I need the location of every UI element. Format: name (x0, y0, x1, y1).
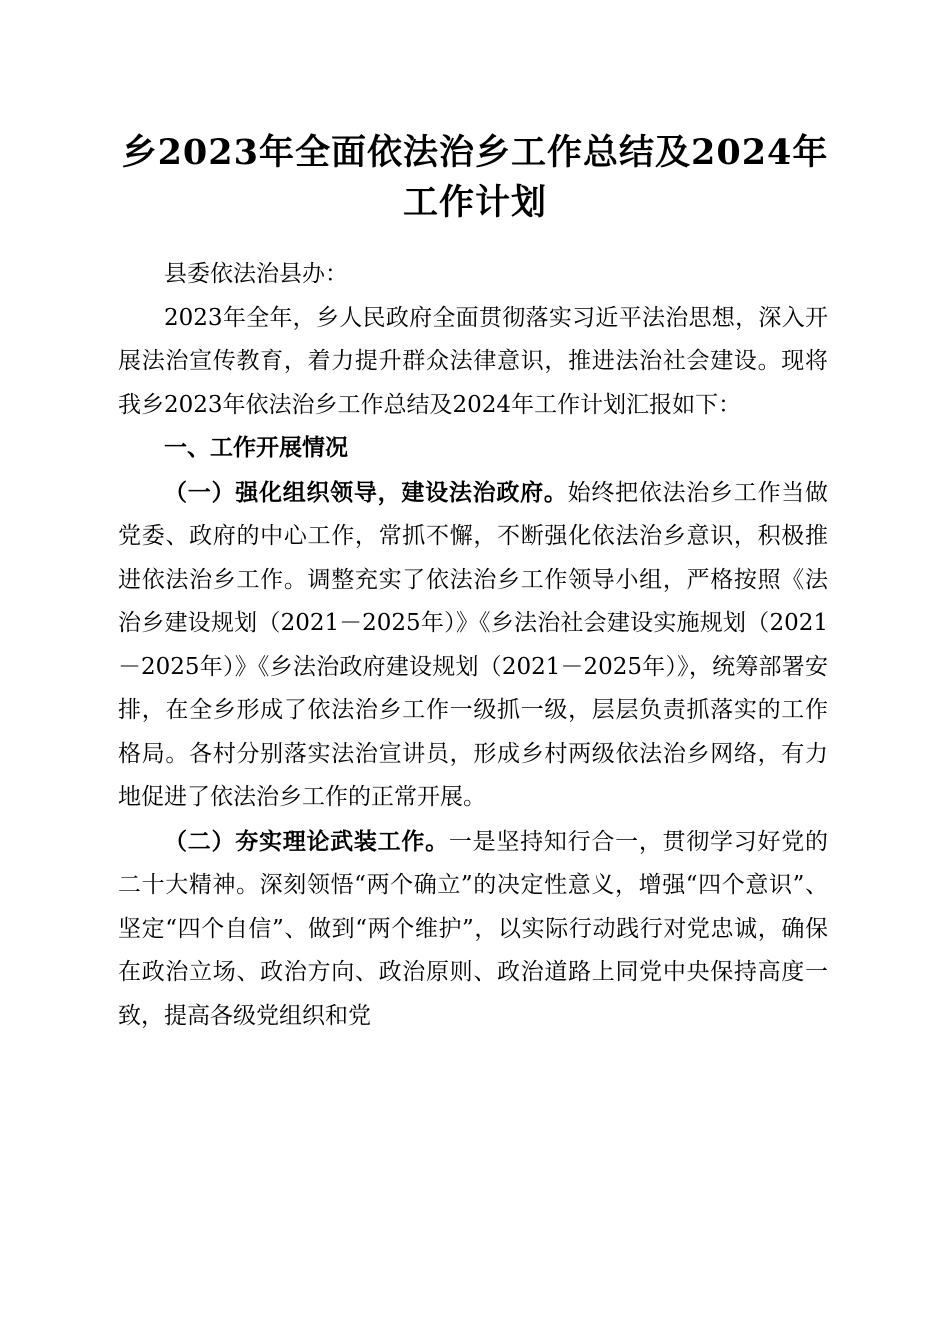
intro-paragraph: 2023年全年，乡人民政府全面贯彻落实习近平法治思想，深入开展法治宣传教育，着力提升群众法律意识，推进法治社会建设。现将我乡2023年依法治乡工作总结及2024年工作计划汇报如下： (118, 304, 828, 418)
salutation: 县委依法治县办： (164, 261, 348, 287)
paragraph-2-body: 一是坚持知行合一，贯彻学习好党的二十大精神。深刻领悟“两个确立”的决定性意义，增强“四个意识”、坚定“四个自信”、做到“两个维护”，以实际行动践行对党忠诚，确保在政治立场、政治方向、政治原则、政治道路上同党中央保持高度一致，提高各级党组织和党 (118, 828, 829, 1029)
document-title: 乡2023年全面依法治乡工作总结及2024年工作计划 (121, 132, 829, 223)
section-heading: 一、工作开展情况 (164, 435, 348, 461)
paragraph-1-lead: （一）强化组织领导，建设法治政府。 (164, 478, 568, 506)
paragraph-2 (118, 820, 828, 1039)
paragraph-1-body: 始终把依法治乡工作当做党委、政府的中心工作，常抓不懈，不断强化依法治乡意识，积极推进依法治乡工作。调整充实了依法治乡工作领导小组，严格按照《法治乡建设规划（2021－2025年）》《乡法治社会建设实施规划（2021－2025年）》《乡法治政府建设规划（2021－2025年）》，统筹部署安排，在全乡形成了依法治乡工作一级抓一级，层层负责抓落实的工作格局。各村分别落实法治宣讲员，形成乡村两级依法治乡网络，有力地促进了依法治乡工作的正常开展。 (118, 479, 829, 810)
paragraph-1 (118, 471, 828, 820)
document-body (118, 253, 828, 1038)
paragraph-2-lead: （二）夯实理论武装工作。 (164, 827, 449, 855)
